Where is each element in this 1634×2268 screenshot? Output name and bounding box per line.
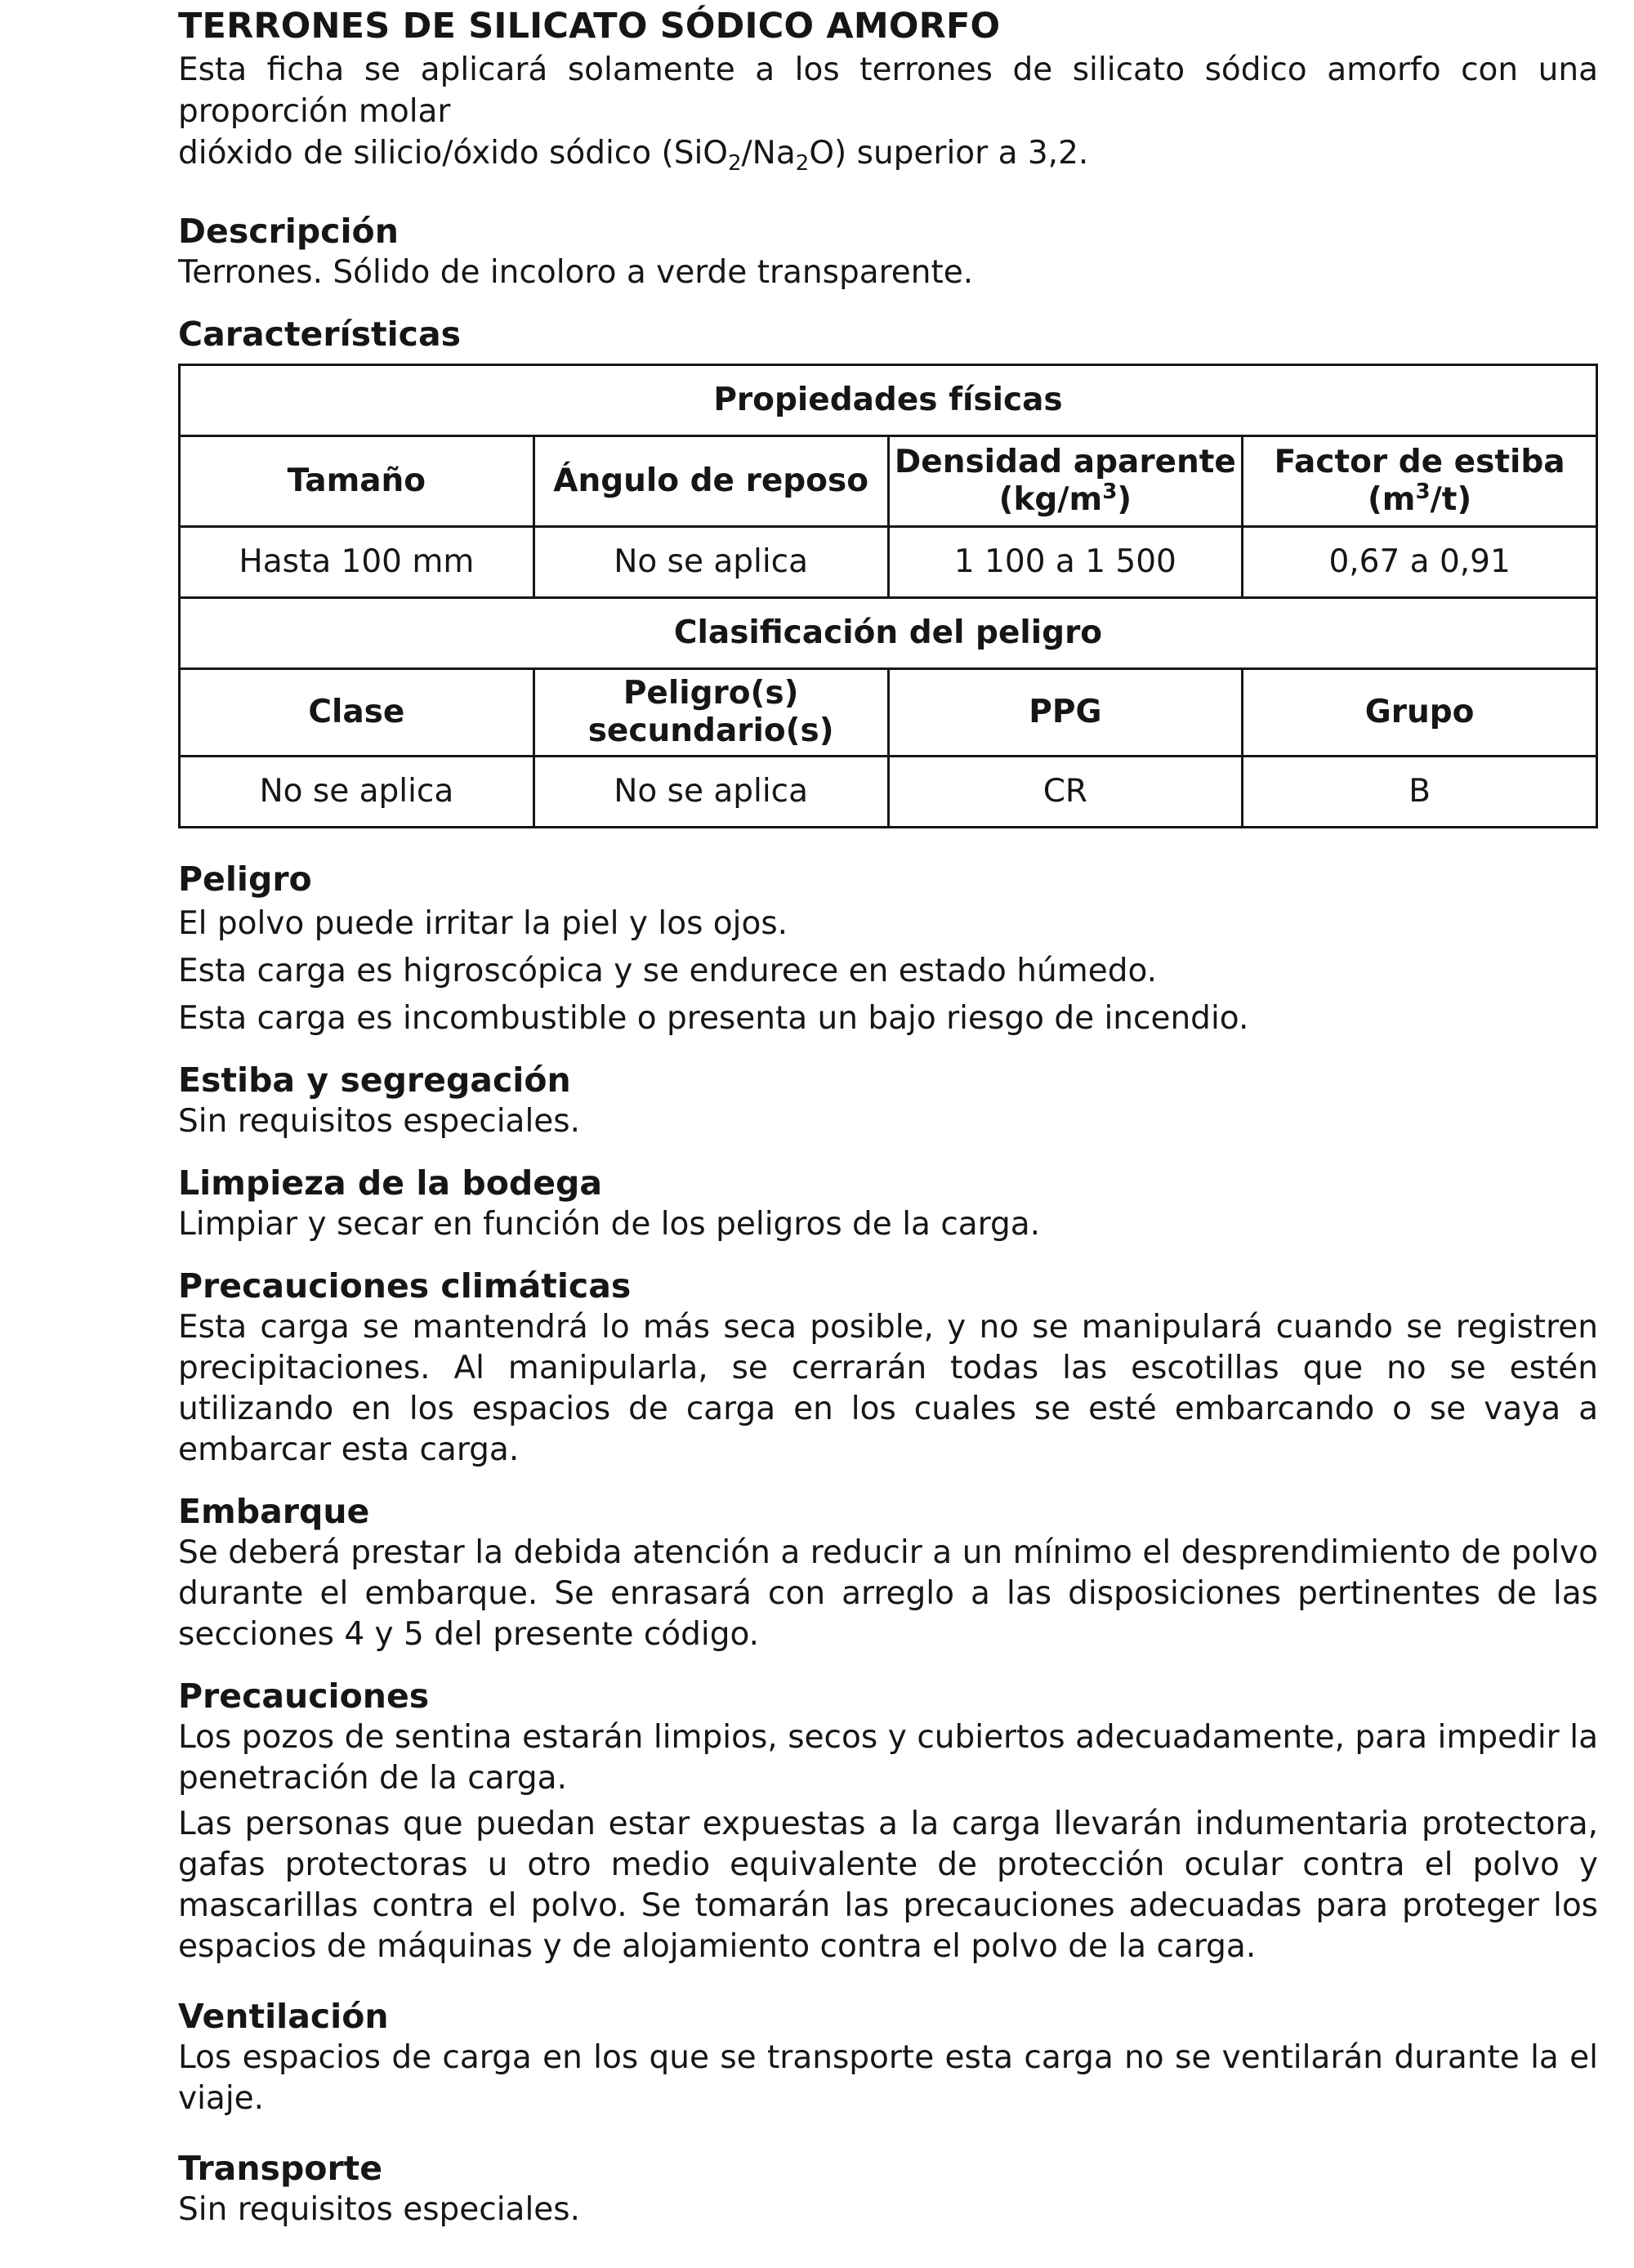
- peligro-line-1: El polvo puede irritar la piel y los ojos.: [178, 905, 788, 942]
- estiba-text: Sin requisitos especiales.: [178, 1103, 580, 1140]
- section-heading-embarque: Embarque: [178, 1492, 370, 1531]
- cell-secondary: No se aplica: [534, 757, 888, 828]
- table-row: [180, 527, 1597, 598]
- cell-density: 1 100 a 1 500: [888, 527, 1243, 598]
- density-unit-b: ): [1117, 481, 1132, 518]
- table-row: [180, 669, 1597, 757]
- characteristics-table: [178, 364, 1598, 828]
- secondary-label-b: secundario(s): [587, 712, 834, 749]
- col-header-class: Clase: [180, 669, 534, 757]
- table-row: [180, 598, 1597, 669]
- intro-line-2b: /Na: [741, 135, 796, 172]
- cell-class: No se aplica: [180, 757, 534, 828]
- document-title: TERRONES DE SILICATO SÓDICO AMORFO: [178, 6, 1001, 47]
- document-content: [178, 3, 1598, 2230]
- peligro-line-2: Esta carga es higroscópica y se endurece en estado húmedo.: [178, 953, 1158, 989]
- physical-properties-header: Propiedades físicas: [180, 365, 1597, 436]
- cell-group: B: [1243, 757, 1597, 828]
- section-heading-transporte: Transporte: [178, 2149, 383, 2188]
- col-header-mhb: PPG: [888, 669, 1243, 757]
- density-label: Densidad aparente: [894, 444, 1236, 480]
- intro-paragraph: [178, 49, 1598, 174]
- density-unit-a: (kg/m: [998, 481, 1103, 518]
- section-heading-caracteristicas: Características: [178, 315, 462, 354]
- section-heading-limpieza: Limpieza de la bodega: [178, 1163, 603, 1203]
- intro-line-2a: dióxido de silicio/óxido sódico (SiO: [178, 135, 728, 172]
- col-header-density: [888, 436, 1243, 527]
- subscript: 2: [795, 151, 810, 176]
- table-row: [180, 436, 1597, 527]
- col-header-secondary: [534, 669, 888, 757]
- section-heading-climaticas: Precauciones climáticas: [178, 1266, 632, 1306]
- table-row: [180, 757, 1597, 828]
- transporte-text: Sin requisitos especiales.: [178, 2191, 580, 2228]
- section-heading-precauciones: Precauciones: [178, 1676, 430, 1716]
- precauciones-text-1: Los pozos de sentina estarán limpios, secos y cubiertos adecuadamente, para impedir la penetración de la carga.: [178, 1719, 1598, 1797]
- cell-stowage: 0,67 a 0,91: [1243, 527, 1597, 598]
- intro-line-1: Esta ficha se aplicará solamente a los terrones de silicato sódico amorfo con una proporción molar: [178, 51, 1598, 130]
- cell-size: Hasta 100 mm: [180, 527, 534, 598]
- superscript: 3: [1415, 480, 1431, 504]
- ventilacion-text: Los espacios de carga en los que se transporte esta carga no se ventilarán durante la el viaje.: [178, 2039, 1598, 2117]
- cell-mhb: CR: [888, 757, 1243, 828]
- superscript: 3: [1102, 480, 1118, 504]
- embarque-text: Se deberá prestar la debida atención a reducir a un mínimo el desprendimiento de polvo durante el embarque. Se enrasará con arreglo a las disposiciones pertinentes de las secciones 4 y 5 del presente código.: [178, 1534, 1598, 1653]
- limpieza-text: Limpiar y secar en función de los peligros de la carga.: [178, 1206, 1041, 1243]
- descripcion-text: Terrones. Sólido de incoloro a verde transparente.: [178, 254, 974, 291]
- stowage-label: Factor de estiba: [1274, 444, 1565, 480]
- precauciones-text-2: Las personas que puedan estar expuestas a la carga llevarán indumentaria protectora, gafas protectoras u otro medio equivalente de protección ocular contra el polvo y mascarillas contra el polvo. Se tomarán las precauciones adecuadas para proteger los espacios de máquinas y de alojamiento contra el polvo de la carga.: [178, 1806, 1598, 1965]
- section-heading-peligro: Peligro: [178, 859, 312, 899]
- section-heading-descripcion: Descripción: [178, 212, 399, 251]
- col-header-group: Grupo: [1243, 669, 1597, 757]
- hazard-classification-header: Clasificación del peligro: [180, 598, 1597, 669]
- stowage-unit-b: /t): [1430, 481, 1472, 518]
- peligro-line-3: Esta carga es incombustible o presenta un bajo riesgo de incendio.: [178, 1000, 1249, 1037]
- section-heading-estiba: Estiba y segregación: [178, 1060, 571, 1100]
- intro-line-2c: O) superior a 3,2.: [809, 135, 1089, 172]
- climaticas-text: Esta carga se mantendrá lo más seca posible, y no se manipulará cuando se registren precipitaciones. Al manipularla, se cerrarán todas las escotillas que no se estén utilizando en los espacios de carga en los cuales se esté embarcando o se vaya a embarcar esta carga.: [178, 1309, 1598, 1468]
- secondary-label-a: Peligro(s): [623, 675, 799, 712]
- section-heading-ventilacion: Ventilación: [178, 1997, 389, 2036]
- col-header-size: Tamaño: [180, 436, 534, 527]
- col-header-stowage: [1243, 436, 1597, 527]
- subscript: 2: [728, 151, 742, 176]
- col-header-angle: Ángulo de reposo: [534, 436, 888, 527]
- cell-angle: No se aplica: [534, 527, 888, 598]
- table-row: [180, 365, 1597, 436]
- stowage-unit-a: (m: [1367, 481, 1416, 518]
